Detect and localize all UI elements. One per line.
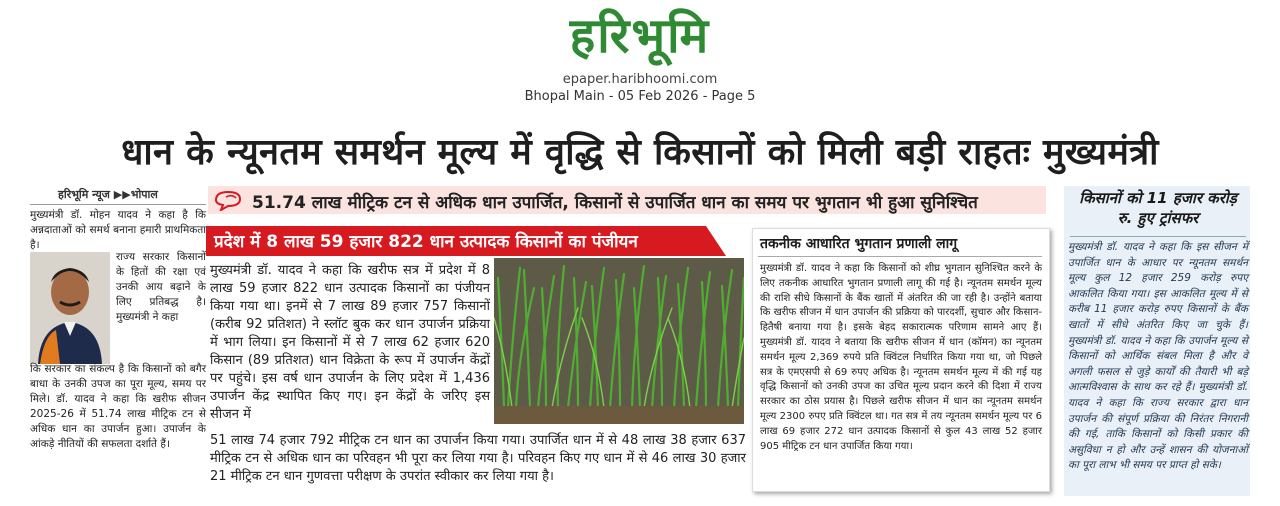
speech-bubble-icon [212, 189, 246, 211]
transfer-sidebar-heading: किसानों को 11 हजार करोड़ रु. हुए ट्रांसफर [1079, 189, 1237, 227]
main-headline: धान के न्यूनतम समर्थन मूल्य में वृद्धि से किसानों को मिली बड़ी राहतः मुख्यमंत्री [121, 132, 1159, 173]
left-column-para-1: मुख्यमंत्री डॉ. मोहन यादव ने कहा है कि अन्नदाताओं को समर्थ बनाना हमारी प्राथमिकता है। [30, 209, 206, 251]
red-banner-text: प्रदेश में 8 लाख 59 हजार 822 धान उत्पादक किसानों का पंजीयन [214, 232, 638, 252]
main-story-part-b: 51 लाख 74 हजार 792 मीट्रिक टन धान का उपार्जन किया गया। उपार्जित धान में से 48 लाख 38 हजार 637 मीट्रिक टन से अधिक धान का परिवहन भी पूरा कर लिया गया है। परिवहन किए गए धान में से 46 लाख 30 हजार 21 मीट्रिक टन धान गुणवत्ता परीक्षण के उपरांत स्वीकार कर लिया गया है। [210, 433, 746, 484]
site-url[interactable]: epaper.haribhoomi.com [562, 72, 718, 87]
haribhoomi-logo[interactable] [520, 6, 760, 66]
logo-text: हरिभूमि [569, 8, 711, 64]
byline-divider [30, 204, 206, 205]
chief-minister-portrait [30, 252, 110, 364]
edition-date-page: Bhopal Main - 05 Feb 2026 - Page 5 [524, 89, 756, 104]
left-column-para-2: राज्य सरकार किसानों के हितों की रक्षा एवं उनकी आय बढ़ाने के लिए प्रतिबद्ध है। मुख्यमंत्री ने कहा [116, 251, 206, 323]
subhead-text: 51.74 लाख मीट्रिक टन से अधिक धान उपार्जित, किसानों से उपार्जित धान का समय पर भुगतान भी हुआ सुनिश्चित [252, 193, 978, 213]
payment-system-heading: तकनीक आधारित भुगतान प्रणाली लागू [760, 236, 958, 252]
transfer-sidebar-divider [1070, 236, 1246, 237]
transfer-sidebar-text: मुख्यमंत्री डॉ. यादव ने कहा कि इस सीजन में उपार्जित धान के आधार पर न्यूनतम समर्थन मूल्य कुल 12 हजार 259 करोड़ रुपए आकलित किया गया। इस आकलित मूल्य में से करीब 11 हजार करोड़ रुपए किसानों के बैंक खातों में सीधे अंतरित किए जा चुके हैं। मुख्यमंत्री डॉ. यादव ने कहा कि उपार्जन मूल्य से किसानों को आर्थिक संबल मिला है और वे अगली फसल से जुड़े कार्यों की तैयारी भी बड़े आत्मविश्वास के साथ कर रहे हैं। मुख्यमंत्री डॉ. यादव ने कहा कि राज्य सरकार द्वारा धान उपार्जन की संपूर्ण प्रक्रिया की निरंतर निगरानी की गई, ताकि किसानों को किसी प्रकार की असुविधा न हो और उन्हें शासन की योजनाओं का पूरा लाभ भी समय पर प्राप्त हो सके। [1068, 241, 1248, 472]
left-column-para-3: कि सरकार का संकल्प है कि किसानों को बगैर बाधा के उनकी उपज का पूरा मूल्य, समय पर मिले। डॉ. यादव ने कहा कि खरीफ सीजन 2025-26 में 51.74 लाख मीट्रिक टन से अधिक धान का उपार्जन हुआ। उपार्जन के आंकड़े नीतियों की सफलता दर्शाते हैं। [30, 363, 206, 450]
main-story-part-a: मुख्यमंत्री डॉ. यादव ने कहा कि खरीफ सत्र में प्रदेश में 8 लाख 59 हजार 822 धान उत्पादक किसानों का पंजीयन किया गया था। इनमें से 7 लाख 89 हजार 757 किसानों (करीब 92 प्रतिशत) ने स्लॉट बुक कर धान उपार्जन प्रक्रिया में भाग लिया। इन किसानों में से 7 लाख 62 हजार 620 किसान (89 प्रतिशत) धान विक्रेता के रूप में उपार्जन केंद्रों पर पहुंचे। इस वर्ष धान उपार्जन के लिए प्रदेश में 1,436 उपार्जन केंद्र स्थापित किए गए। इन केंद्रों के जरिए इस सीजन में [210, 263, 490, 422]
payment-system-divider [758, 256, 1042, 257]
byline: हरिभूमि न्यूज ▶▶भोपाल [58, 188, 158, 201]
payment-system-text: मुख्यमंत्री डॉ. यादव ने कहा कि किसानों को शीघ्र भुगतान सुनिश्चित करने के लिए तकनीक आधारित भुगतान प्रणाली लागू की गई है। न्यूनतम समर्थन मूल्य की राशि सीधे किसानों के बैंक खातों में अंतरित की जा रही है। उन्होंने बताया कि खरीफ सीजन में धान उपार्जन की प्रक्रिया को पारदर्शी, सुचारु और किसान-हितैषी बनाया गया है। इसके बेहद सकारात्मक परिणाम सामने आए हैं। मुख्यमंत्री डॉ. यादव ने बताया कि खरीफ सीजन में धान (कॉमन) का न्यूनतम समर्थन मूल्य 2,369 रुपये प्रति क्विंटल निर्धारित किया गया था, जो पिछले सत्र के एमएसपी से 69 रुपए अधिक है। न्यूनतम समर्थन मूल्य में की गई यह वृद्धि किसानों को उनकी उपज का उचित मूल्य प्रदान करने की दिशा में राज्य सरकार का ठोस प्रयास है। पिछले खरीफ सीजन में धान का न्यूनतम समर्थन मूल्य 2300 रुपए प्रति क्विंटल था। गत सत्र में तय न्यूनतम समर्थन मूल्य पर 6 लाख 69 हजार 272 धान उत्पादक किसानों से कुल 43 लाख 52 हजार 905 मीट्रिक टन धान उपार्जित किया गया। [760, 263, 1042, 452]
paddy-field-photo [494, 258, 744, 424]
